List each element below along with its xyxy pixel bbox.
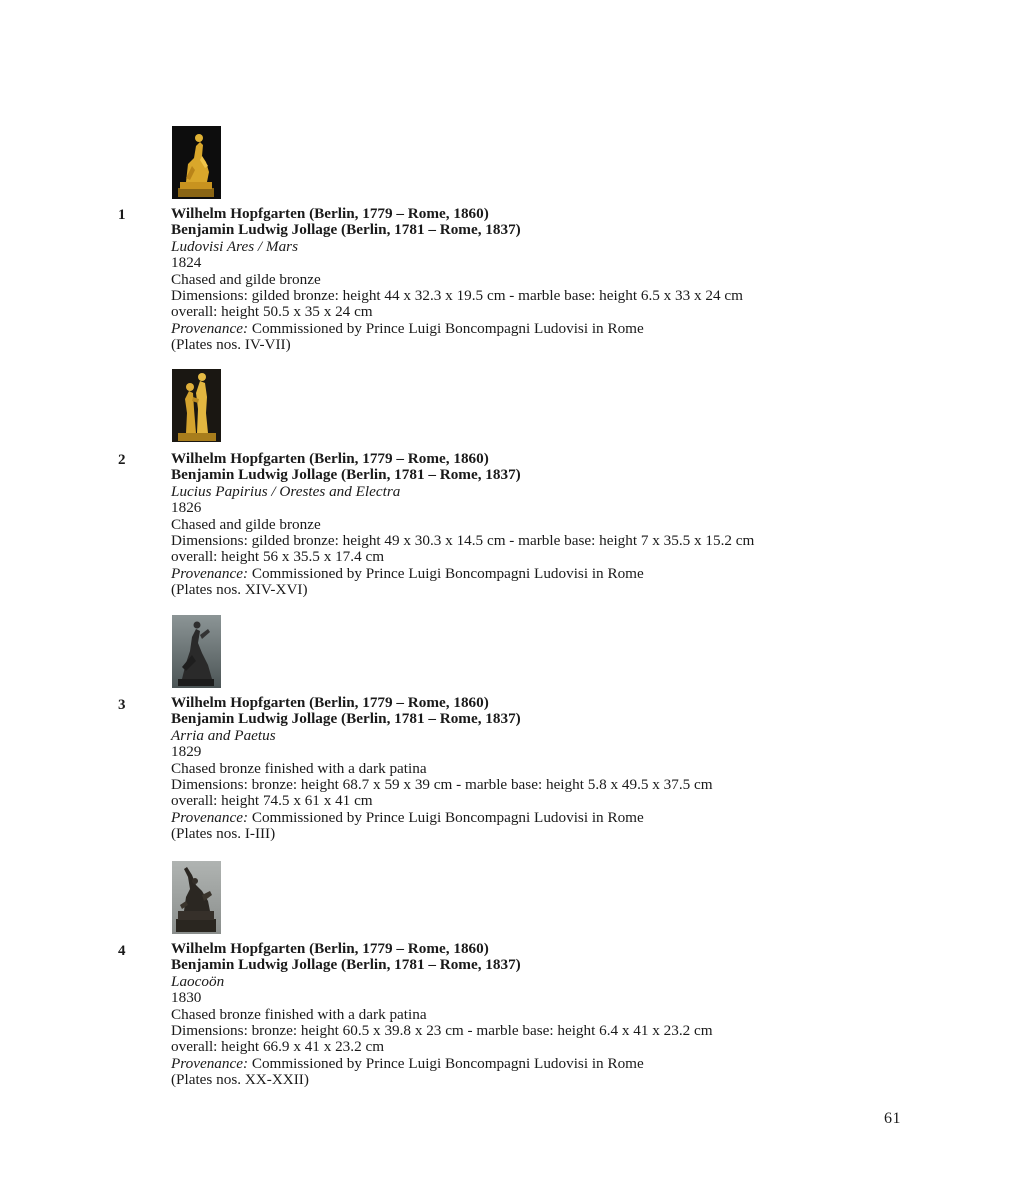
provenance-text: Commissioned by Prince Luigi Boncompagni Ludovisi in Rome	[248, 808, 644, 826]
dark-bronze-laocoon-image	[172, 861, 221, 934]
work-material: Chased and gilde bronze	[171, 270, 321, 288]
work-plates: (Plates nos. XIV-XVI)	[171, 581, 308, 599]
dark-bronze-group-image	[172, 615, 221, 688]
work-plates: (Plates nos. IV-VII)	[171, 336, 291, 354]
work-plates: (Plates nos. XX-XXII)	[171, 1071, 309, 1089]
work-overall-dimensions: overall: height 66.9 x 41 x 23.2 cm	[171, 1038, 385, 1056]
work-title: Ludovisi Ares / Mars	[171, 237, 298, 255]
work-provenance	[171, 321, 831, 337]
work-year: 1830	[171, 989, 202, 1007]
work-title: Arria and Paetus	[171, 726, 276, 744]
entry-text	[171, 451, 831, 599]
gilded-bronze-standing-group-image	[172, 369, 221, 442]
work-year: 1829	[171, 743, 202, 761]
artist-name: Benjamin Ludwig Jollage (Berlin, 1781 – Rome, 1837)	[171, 956, 521, 974]
work-year: 1824	[171, 254, 202, 272]
provenance-text: Commissioned by Prince Luigi Boncompagni Ludovisi in Rome	[248, 564, 644, 582]
work-provenance	[171, 810, 831, 826]
provenance-text: Commissioned by Prince Luigi Boncompagni Ludovisi in Rome	[248, 319, 644, 337]
entry-text	[171, 695, 831, 843]
entry-number: 1	[118, 207, 126, 223]
entry-text	[171, 206, 831, 354]
sculpture-thumbnail-2	[172, 369, 221, 442]
artist-name: Wilhelm Hopfgarten (Berlin, 1779 – Rome, 1860)	[171, 940, 489, 957]
artist-name: Benjamin Ludwig Jollage (Berlin, 1781 – Rome, 1837)	[171, 221, 521, 239]
artist-name: Wilhelm Hopfgarten (Berlin, 1779 – Rome, 1860)	[171, 694, 489, 711]
entry-text	[171, 941, 831, 1089]
work-overall-dimensions: overall: height 74.5 x 61 x 41 cm	[171, 792, 373, 810]
provenance-label: Provenance:	[171, 1054, 249, 1072]
work-material: Chased bronze finished with a dark patina	[171, 1005, 427, 1023]
page-number: 61	[884, 1110, 901, 1127]
entry-number: 2	[118, 452, 126, 468]
work-provenance	[171, 566, 831, 582]
gilded-bronze-seated-figure-image	[172, 126, 221, 199]
provenance-label: Provenance:	[171, 564, 249, 582]
provenance-text: Commissioned by Prince Luigi Boncompagni Ludovisi in Rome	[248, 1054, 644, 1072]
work-dimensions: Dimensions: gilded bronze: height 49 x 30.3 x 14.5 cm - marble base: height 7 x 35.5 x 15.2 cm	[171, 532, 755, 550]
work-material: Chased bronze finished with a dark patina	[171, 759, 427, 777]
work-dimensions: Dimensions: bronze: height 60.5 x 39.8 x 23 cm - marble base: height 6.4 x 41 x 23.2 cm	[171, 1022, 713, 1040]
work-title: Lucius Papirius / Orestes and Electra	[171, 482, 401, 500]
work-material: Chased and gilde bronze	[171, 515, 321, 533]
work-dimensions: Dimensions: bronze: height 68.7 x 59 x 39 cm - marble base: height 5.8 x 49.5 x 37.5 cm	[171, 776, 713, 794]
entry-number: 3	[118, 697, 126, 713]
artist-name: Wilhelm Hopfgarten (Berlin, 1779 – Rome, 1860)	[171, 205, 489, 222]
work-provenance	[171, 1056, 831, 1072]
work-overall-dimensions: overall: height 56 x 35.5 x 17.4 cm	[171, 548, 385, 566]
work-title: Laocoön	[171, 972, 225, 990]
sculpture-thumbnail-1	[172, 126, 221, 199]
artist-name: Benjamin Ludwig Jollage (Berlin, 1781 – Rome, 1837)	[171, 710, 521, 728]
artist-name: Wilhelm Hopfgarten (Berlin, 1779 – Rome, 1860)	[171, 450, 489, 467]
work-year: 1826	[171, 499, 202, 517]
work-plates: (Plates nos. I-III)	[171, 825, 276, 843]
work-overall-dimensions: overall: height 50.5 x 35 x 24 cm	[171, 303, 373, 321]
sculpture-thumbnail-3	[172, 615, 221, 688]
work-dimensions: Dimensions: gilded bronze: height 44 x 32.3 x 19.5 cm - marble base: height 6.5 x 33 x 24 cm	[171, 287, 743, 305]
provenance-label: Provenance:	[171, 808, 249, 826]
entry-number: 4	[118, 943, 126, 959]
provenance-label: Provenance:	[171, 319, 249, 337]
artist-name: Benjamin Ludwig Jollage (Berlin, 1781 – Rome, 1837)	[171, 466, 521, 484]
sculpture-thumbnail-4	[172, 861, 221, 934]
